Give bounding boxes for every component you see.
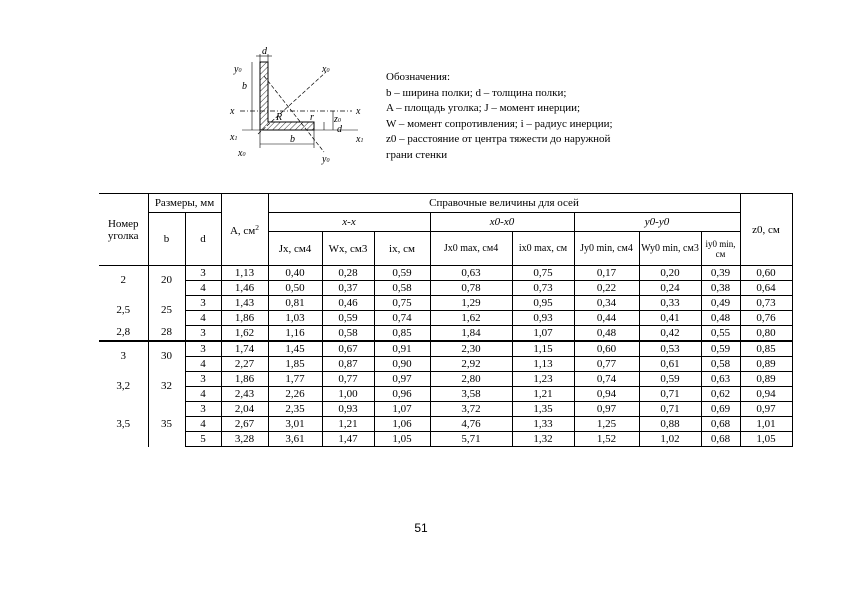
cell: 0,77	[574, 357, 639, 372]
cell: 0,78	[430, 281, 512, 296]
cell-d: 4	[185, 311, 221, 326]
cell: 1,86	[221, 311, 268, 326]
cell: 0,22	[574, 281, 639, 296]
cell: 1,47	[322, 432, 374, 447]
header-col: ix, см	[374, 232, 430, 266]
cell-d: 3	[185, 296, 221, 311]
cell: 0,85	[374, 326, 430, 342]
cell: 2,30	[430, 341, 512, 357]
cell: 1,03	[268, 311, 322, 326]
cell: 0,73	[740, 296, 792, 311]
cell: 0,59	[701, 341, 740, 357]
cell: 0,64	[740, 281, 792, 296]
cell: 0,74	[574, 372, 639, 387]
cell: 2,80	[430, 372, 512, 387]
cell: 0,60	[574, 341, 639, 357]
header-col: Jx0 max, см4	[430, 232, 512, 266]
cell: 1,15	[512, 341, 574, 357]
cell: 1,33	[512, 417, 574, 432]
cell: 0,46	[322, 296, 374, 311]
cell: 0,68	[701, 417, 740, 432]
cell: 1,07	[512, 326, 574, 342]
header-axis-x0: x0-x0	[430, 213, 574, 232]
cell: 1,25	[574, 417, 639, 432]
cell: 0,74	[374, 311, 430, 326]
label-x-right: x	[356, 106, 361, 117]
legend-title: Обозначения:	[386, 71, 451, 83]
cell: 0,93	[512, 311, 574, 326]
cell: 0,81	[268, 296, 322, 311]
cell: 1,07	[374, 402, 430, 417]
cell: 1,45	[268, 341, 322, 357]
label-x-left: x	[230, 106, 235, 117]
cell: 4,76	[430, 417, 512, 432]
cell: 0,49	[701, 296, 740, 311]
cell: 0,94	[740, 387, 792, 402]
cell-num: 3	[99, 341, 148, 372]
cell: 1,29	[430, 296, 512, 311]
cell: 0,48	[574, 326, 639, 342]
cell: 0,33	[639, 296, 701, 311]
cell: 0,63	[430, 266, 512, 281]
cell: 0,37	[322, 281, 374, 296]
cell-d: 4	[185, 357, 221, 372]
header-reference: Справочные величины для осей	[268, 194, 740, 213]
label-x1-left: x1	[230, 132, 238, 143]
cell: 1,23	[512, 372, 574, 387]
cell: 0,90	[374, 357, 430, 372]
label-x0-bottom: x0	[238, 148, 246, 159]
cell: 0,89	[740, 357, 792, 372]
cell: 0,88	[639, 417, 701, 432]
cell: 0,91	[374, 341, 430, 357]
label-z0: z0	[334, 114, 341, 125]
cell: 1,74	[221, 341, 268, 357]
label-b-left: b	[242, 81, 247, 92]
cell: 0,24	[639, 281, 701, 296]
cell-b: 25	[148, 296, 185, 326]
cell: 0,61	[639, 357, 701, 372]
cell: 0,73	[512, 281, 574, 296]
cell: 0,87	[322, 357, 374, 372]
cell: 2,35	[268, 402, 322, 417]
cell-b: 35	[148, 402, 185, 447]
cell: 0,67	[322, 341, 374, 357]
cell: 0,58	[374, 281, 430, 296]
label-x0-top: x0	[322, 64, 330, 75]
cell: 0,95	[512, 296, 574, 311]
cell: 3,72	[430, 402, 512, 417]
legend-line: A – площадь уголка; J – момент инерции;	[386, 102, 581, 114]
cell: 0,85	[740, 341, 792, 357]
cell-d: 3	[185, 266, 221, 281]
legend-line: грани стенки	[386, 148, 448, 161]
cell: 1,05	[740, 432, 792, 447]
cell: 0,53	[639, 341, 701, 357]
header-b: b	[148, 213, 185, 266]
cell: 0,71	[639, 402, 701, 417]
cell: 0,76	[740, 311, 792, 326]
cell: 1,62	[430, 311, 512, 326]
header-axis-y0: y0-y0	[574, 213, 740, 232]
cell-b: 30	[148, 341, 185, 372]
page-number: 51	[414, 521, 428, 535]
cell: 1,62	[221, 326, 268, 342]
angle-section-figure	[228, 44, 370, 166]
cell: 0,58	[701, 357, 740, 372]
cell: 0,63	[701, 372, 740, 387]
cell: 2,92	[430, 357, 512, 372]
cell-b: 28	[148, 326, 185, 342]
cell: 0,96	[374, 387, 430, 402]
cell: 0,97	[740, 402, 792, 417]
header-col: Wx, см3	[322, 232, 374, 266]
cell: 1,06	[374, 417, 430, 432]
cell: 2,43	[221, 387, 268, 402]
label-b-bottom: b	[290, 134, 295, 145]
cell: 0,97	[574, 402, 639, 417]
angle-profile	[260, 62, 314, 130]
cell-num: 2,5	[99, 296, 148, 326]
cell: 1,46	[221, 281, 268, 296]
cell: 0,58	[322, 326, 374, 342]
cell: 1,43	[221, 296, 268, 311]
header-col: Jy0 min, см4	[574, 232, 639, 266]
cell: 0,17	[574, 266, 639, 281]
cell: 1,77	[268, 372, 322, 387]
cell-d: 4	[185, 281, 221, 296]
cell: 0,44	[574, 311, 639, 326]
legend-line: b – ширина полки; d – толщина полки;	[386, 86, 567, 99]
cell: 0,62	[701, 387, 740, 402]
cell-d: 3	[185, 372, 221, 387]
cell: 1,52	[574, 432, 639, 447]
cell: 0,75	[512, 266, 574, 281]
cell-d: 5	[185, 432, 221, 447]
cell: 2,27	[221, 357, 268, 372]
cell: 0,28	[322, 266, 374, 281]
cell: 2,26	[268, 387, 322, 402]
header-number: Номер уголка	[99, 194, 148, 266]
cell: 0,94	[574, 387, 639, 402]
cell: 0,42	[639, 326, 701, 342]
cell-b: 20	[148, 266, 185, 296]
cell: 1,02	[639, 432, 701, 447]
label-d-right: d	[337, 124, 342, 135]
header-area: A, $см^2$	[221, 194, 268, 266]
legend	[386, 70, 613, 163]
cell: 1,00	[322, 387, 374, 402]
cell: 1,84	[430, 326, 512, 342]
cell: 0,55	[701, 326, 740, 342]
legend-line: W – момент сопротивления; i – радиус инерции;	[386, 117, 613, 130]
cell: 0,39	[701, 266, 740, 281]
label-R: R	[276, 112, 283, 123]
cell: 0,75	[374, 296, 430, 311]
header-z0: z0, см	[740, 194, 792, 266]
label-x1-right: x1	[356, 134, 364, 145]
cell: 0,50	[268, 281, 322, 296]
legend-line: z0 – расстояние от центра тяжести до наружной	[386, 133, 611, 145]
cell-num: 2,8	[99, 326, 148, 342]
cell: 0,71	[639, 387, 701, 402]
cell-num: 3,5	[99, 402, 148, 447]
cell: 1,05	[374, 432, 430, 447]
cell: 5,71	[430, 432, 512, 447]
label-y0-bottom: y0	[322, 154, 330, 165]
cell: 0,20	[639, 266, 701, 281]
angle-spec-table	[99, 193, 793, 447]
label-d-top: d	[262, 46, 267, 57]
cell: 0,97	[374, 372, 430, 387]
cell: 1,16	[268, 326, 322, 342]
cell-d: 4	[185, 387, 221, 402]
header-d: d	[185, 213, 221, 266]
cell: 1,13	[512, 357, 574, 372]
cell-d: 3	[185, 341, 221, 357]
cell: 0,59	[322, 311, 374, 326]
cell: 0,89	[740, 372, 792, 387]
cell: 1,21	[322, 417, 374, 432]
cell: 0,59	[374, 266, 430, 281]
header-sizes: Размеры, мм	[148, 194, 221, 213]
cell: 0,38	[701, 281, 740, 296]
cell: 3,01	[268, 417, 322, 432]
cell: 1,86	[221, 372, 268, 387]
cell: 0,69	[701, 402, 740, 417]
cell: 0,48	[701, 311, 740, 326]
cell: 2,67	[221, 417, 268, 432]
cell: 1,13	[221, 266, 268, 281]
cell: 0,93	[322, 402, 374, 417]
cell: 1,21	[512, 387, 574, 402]
header-col: Jx, см4	[268, 232, 322, 266]
cell: 0,34	[574, 296, 639, 311]
cell: 1,01	[740, 417, 792, 432]
cell: 1,35	[512, 402, 574, 417]
cell: 3,58	[430, 387, 512, 402]
cell: 3,28	[221, 432, 268, 447]
label-y0-top: y0	[234, 64, 242, 75]
cell-d: 3	[185, 402, 221, 417]
label-r: r	[310, 112, 314, 123]
cell-num: 2	[99, 266, 148, 296]
cell-d: 4	[185, 417, 221, 432]
cell: 3,61	[268, 432, 322, 447]
header-axis-xx: x-x	[268, 213, 430, 232]
cell-b: 32	[148, 372, 185, 402]
cell: 0,41	[639, 311, 701, 326]
cell: 1,85	[268, 357, 322, 372]
cell-d: 3	[185, 326, 221, 342]
cell: 0,60	[740, 266, 792, 281]
header-col: ix0 max, см	[512, 232, 574, 266]
cell: 2,04	[221, 402, 268, 417]
cell: 1,32	[512, 432, 574, 447]
header-col: Wy0 min, см3	[639, 232, 701, 266]
cell: 0,77	[322, 372, 374, 387]
cell: 0,68	[701, 432, 740, 447]
cell: 0,80	[740, 326, 792, 342]
header-col: iy0 min, см	[701, 232, 740, 266]
cell: 0,40	[268, 266, 322, 281]
cell: 0,59	[639, 372, 701, 387]
cell-num: 3,2	[99, 372, 148, 402]
